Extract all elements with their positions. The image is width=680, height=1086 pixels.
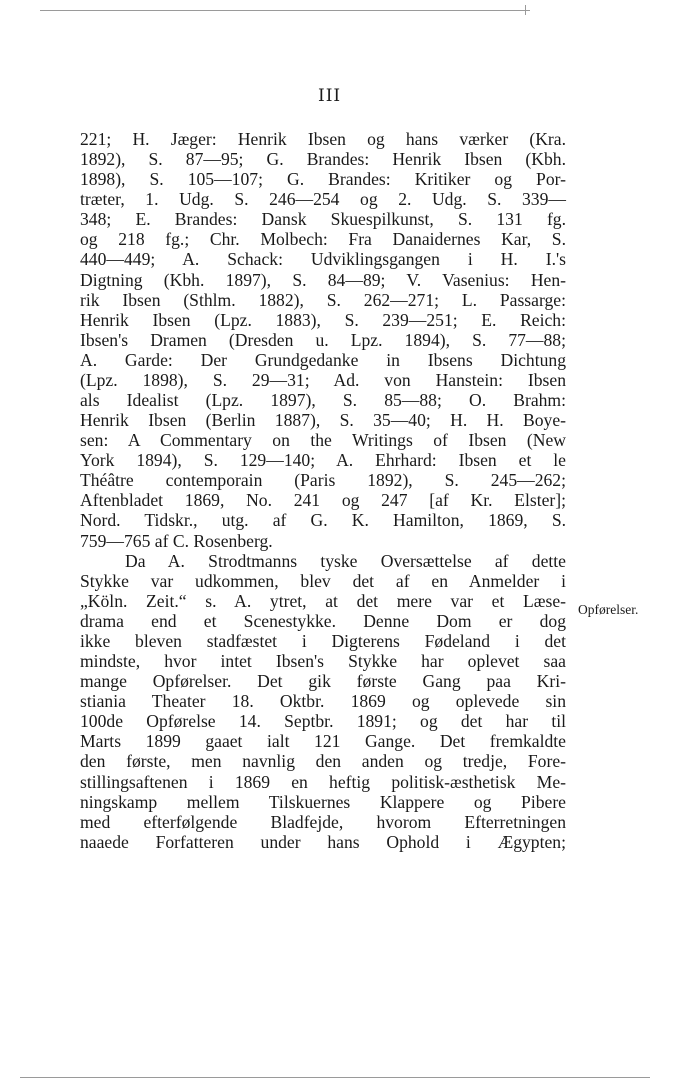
- text-line: drama end et Scenestykke. Denne Dom er dog: [80, 610, 566, 631]
- text-line: stiania Theater 18. Oktbr. 1869 og oplevede sin: [80, 691, 566, 712]
- text-line: 1892), S. 87—95; G. Brandes: Henrik Ibsen (Kbh.: [80, 149, 566, 170]
- text-line: 221; H. Jæger: Henrik Ibsen og hans værker (Kra.: [80, 129, 566, 149]
- text-line: mange Opførelser. Det gik første Gang paa Kri-: [80, 671, 566, 692]
- text-line: den første, men navnlig den anden og tredje, Fore-: [80, 751, 566, 772]
- text-line: Ibsen's Dramen (Dresden u. Lpz. 1894), S. 77—88;: [80, 329, 566, 350]
- text-line: York 1894), S. 129—140; A. Ehrhard: Ibsen et le: [80, 450, 566, 471]
- text-line: ikke bleven stadfæstet i Digterens Fødeland i det: [80, 630, 566, 651]
- text-line: Stykke var udkommen, blev det af en Anmelder i: [80, 570, 566, 591]
- text-line: 348; E. Brandes: Dansk Skuespilkunst, S. 131 fg.: [80, 209, 566, 230]
- text-line: Théâtre contemporain (Paris 1892), S. 245—262;: [80, 470, 566, 491]
- text-line: naaede Forfatteren under hans Ophold i Ægypten;: [80, 831, 566, 852]
- text-line: stillingsaftenen i 1869 en heftig politisk-æsthetisk Me-: [80, 771, 566, 792]
- text-line: træter, 1. Udg. S. 246—254 og 2. Udg. S. 339—: [80, 189, 566, 210]
- text-line: Nord. Tidskr., utg. af G. K. Hamilton, 1869, S.: [80, 510, 566, 531]
- text-line: Marts 1899 gaaet ialt 121 Gange. Det fremkaldte: [80, 731, 566, 752]
- text-line: 1898), S. 105—107; G. Brandes: Kritiker og Por-: [80, 169, 566, 190]
- text-line: rik Ibsen (Sthlm. 1882), S. 262—271; L. Passarge:: [80, 289, 566, 310]
- text-line: (Lpz. 1898), S. 29—31; Ad. von Hanstein: Ibsen: [80, 369, 566, 390]
- body-text: [80, 129, 580, 852]
- top-rule: [40, 10, 530, 11]
- text-line: als Idealist (Lpz. 1897), S. 85—88; O. Brahm:: [80, 390, 566, 411]
- text-line: med efterfølgende Bladfejde, hvorom Efterretningen: [80, 811, 566, 832]
- text-line: Henrik Ibsen (Berlin 1887), S. 35—40; H. H. Boye-: [80, 410, 566, 431]
- text-line: A. Garde: Der Grundgedanke in Ibsens Dichtung: [80, 349, 566, 370]
- text-line: mindste, hvor intet Ibsen's Stykke har oplevet saa: [80, 651, 566, 672]
- text-line: Henrik Ibsen (Lpz. 1883), S. 239—251; E. Reich:: [80, 309, 566, 330]
- text-line: „Köln. Zeit.“ s. A. ytret, at det mere var et Læse-: [80, 590, 566, 611]
- page-number: III: [318, 86, 342, 106]
- text-line: Da A. Strodtmanns tyske Oversættelse af dette: [125, 550, 566, 571]
- text-line: Digtning (Kbh. 1897), S. 84—89; V. Vasenius: Hen-: [80, 269, 566, 290]
- text-line: og 218 fg.; Chr. Molbech: Fra Danaidernes Kar, S.: [80, 229, 566, 250]
- text-line: sen: A Commentary on the Writings of Ibsen (New: [80, 430, 566, 451]
- text-line: Aftenbladet 1869, No. 241 og 247 [af Kr. Elster];: [80, 490, 566, 511]
- top-rule-tick: [525, 5, 526, 15]
- margin-note: Opførelser.: [578, 602, 639, 617]
- text-line: ningskamp mellem Tilskuernes Klappere og Pibere: [80, 791, 566, 812]
- bottom-rule: [20, 1077, 650, 1078]
- text-line: 759—765 af C. Rosenberg.: [80, 530, 273, 551]
- text-line: 440—449; A. Schack: Udviklingsgangen i H. I.'s: [80, 249, 566, 270]
- text-line: 100de Opførelse 14. Septbr. 1891; og det har til: [80, 711, 566, 732]
